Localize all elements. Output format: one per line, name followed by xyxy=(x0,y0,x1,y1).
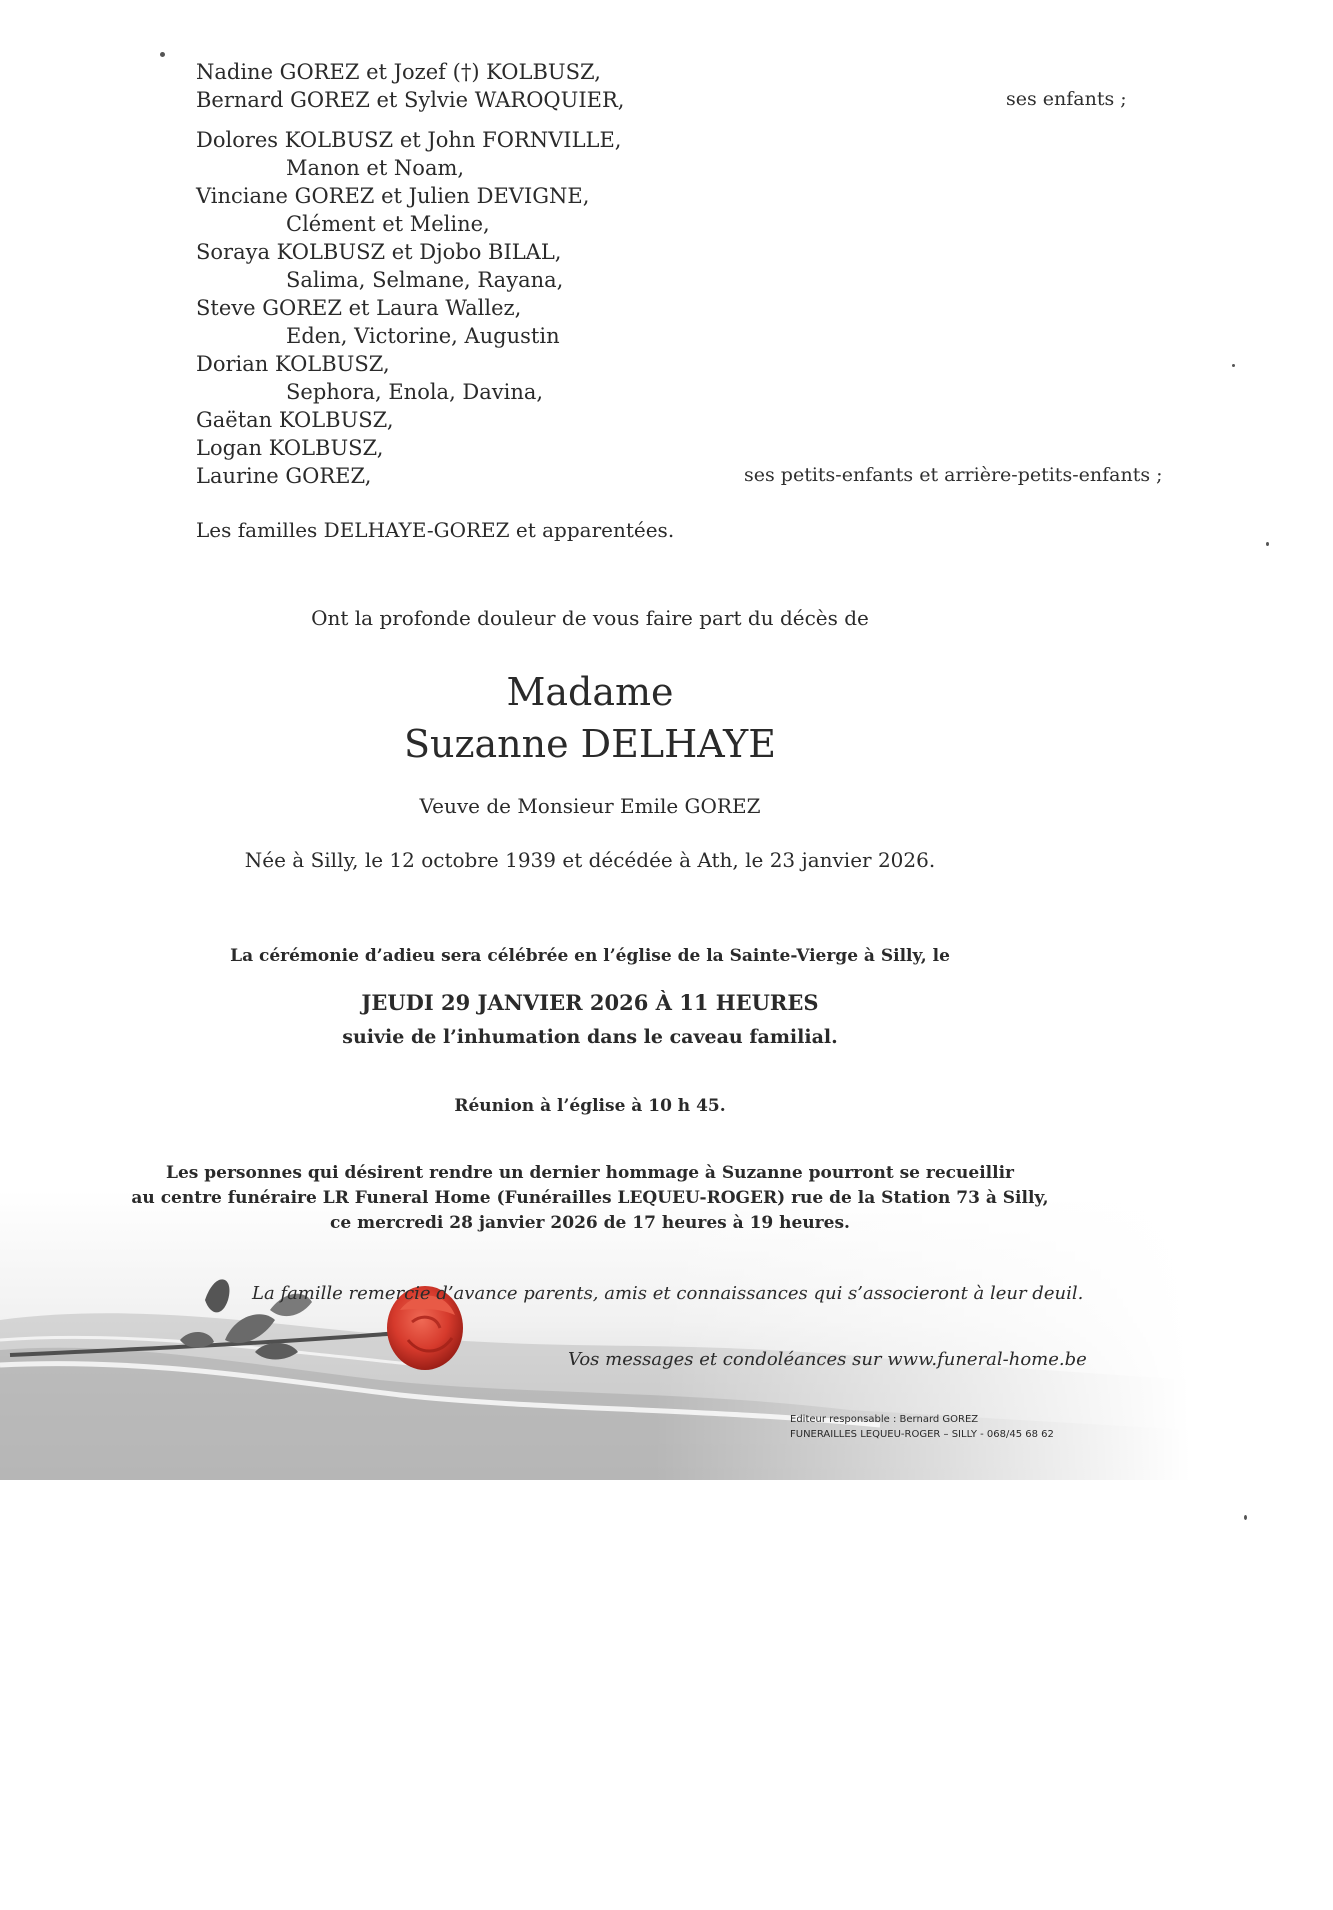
publisher-line: FUNERAILLES LEQUEU-ROGER – SILLY - 068/45 68 62 xyxy=(790,1429,1054,1440)
family-line: Salima, Selmane, Rayana, xyxy=(286,268,564,292)
family-line: Gaëtan KOLBUSZ, xyxy=(196,408,394,432)
family-line: Sephora, Enola, Davina, xyxy=(286,380,544,404)
families-line: Les familles DELHAYE-GOREZ et apparentées. xyxy=(196,518,675,542)
children-list xyxy=(196,58,624,114)
publisher-line: Editeur responsable : Bernard GOREZ xyxy=(790,1414,979,1425)
family-line: Eden, Victorine, Augustin xyxy=(286,324,560,348)
deceased-name: Suzanne DELHAYE xyxy=(403,722,776,766)
family-line: Soraya KOLBUSZ et Djobo BILAL, xyxy=(196,240,562,264)
visitation-line: ce mercredi 28 janvier 2026 de 17 heures à 19 heures. xyxy=(330,1213,850,1233)
family-line: Bernard GOREZ et Sylvie WAROQUIER, xyxy=(196,88,625,112)
family-line: Dolores KOLBUSZ et John FORNVILLE, xyxy=(196,128,622,152)
children-role: ses enfants ; xyxy=(1006,88,1127,110)
scan-speck xyxy=(1232,364,1235,367)
messages-line: Vos messages et condoléances sur www.funeral-home.be xyxy=(568,1349,1087,1370)
family-line: Nadine GOREZ et Jozef (†) KOLBUSZ, xyxy=(196,60,601,84)
visitation-line: au centre funéraire LR Funeral Home (Funérailles LEQUEU-ROGER) rue de la Station 73 à Silly, xyxy=(131,1188,1049,1208)
widow-line: Veuve de Monsieur Emile GOREZ xyxy=(419,794,761,818)
family-line: Logan KOLBUSZ, xyxy=(196,436,384,460)
ceremony-date: JEUDI 29 JANVIER 2026 À 11 HEURES xyxy=(361,990,819,1015)
thanks-line: La famille remercie d’avance parents, amis et connaissances qui s’associeront à leur deuil. xyxy=(252,1283,1084,1304)
announcement-intro: Ont la profonde douleur de vous faire part du décès de xyxy=(311,606,869,630)
family-line: Dorian KOLBUSZ, xyxy=(196,352,390,376)
publisher-info xyxy=(790,1412,1054,1442)
deceased-title: Madame xyxy=(506,670,674,714)
family-line: Steve GOREZ et Laura Wallez, xyxy=(196,296,522,320)
family-line: Manon et Noam, xyxy=(286,156,465,180)
grandchildren-list xyxy=(196,126,622,490)
family-line: Laurine GOREZ, xyxy=(196,464,372,488)
burial-line: suivie de l’inhumation dans le caveau familial. xyxy=(342,1026,838,1048)
visitation-line: Les personnes qui désirent rendre un dernier hommage à Suzanne pourront se recueillir xyxy=(166,1163,1014,1183)
grandchildren-role: ses petits-enfants et arrière-petits-enfants ; xyxy=(744,464,1163,486)
scan-speck xyxy=(1244,1515,1247,1520)
birth-death-dates: Née à Silly, le 12 octobre 1939 et décédée à Ath, le 23 janvier 2026. xyxy=(244,848,936,872)
ceremony-line: La cérémonie d’adieu sera célébrée en l’église de la Sainte-Vierge à Silly, le xyxy=(230,946,950,966)
meeting-line: Réunion à l’église à 10 h 45. xyxy=(454,1096,726,1116)
scan-speck xyxy=(1266,542,1269,546)
scan-speck xyxy=(160,52,165,57)
family-line: Vinciane GOREZ et Julien DEVIGNE, xyxy=(196,184,590,208)
family-line: Clément et Meline, xyxy=(286,212,490,236)
